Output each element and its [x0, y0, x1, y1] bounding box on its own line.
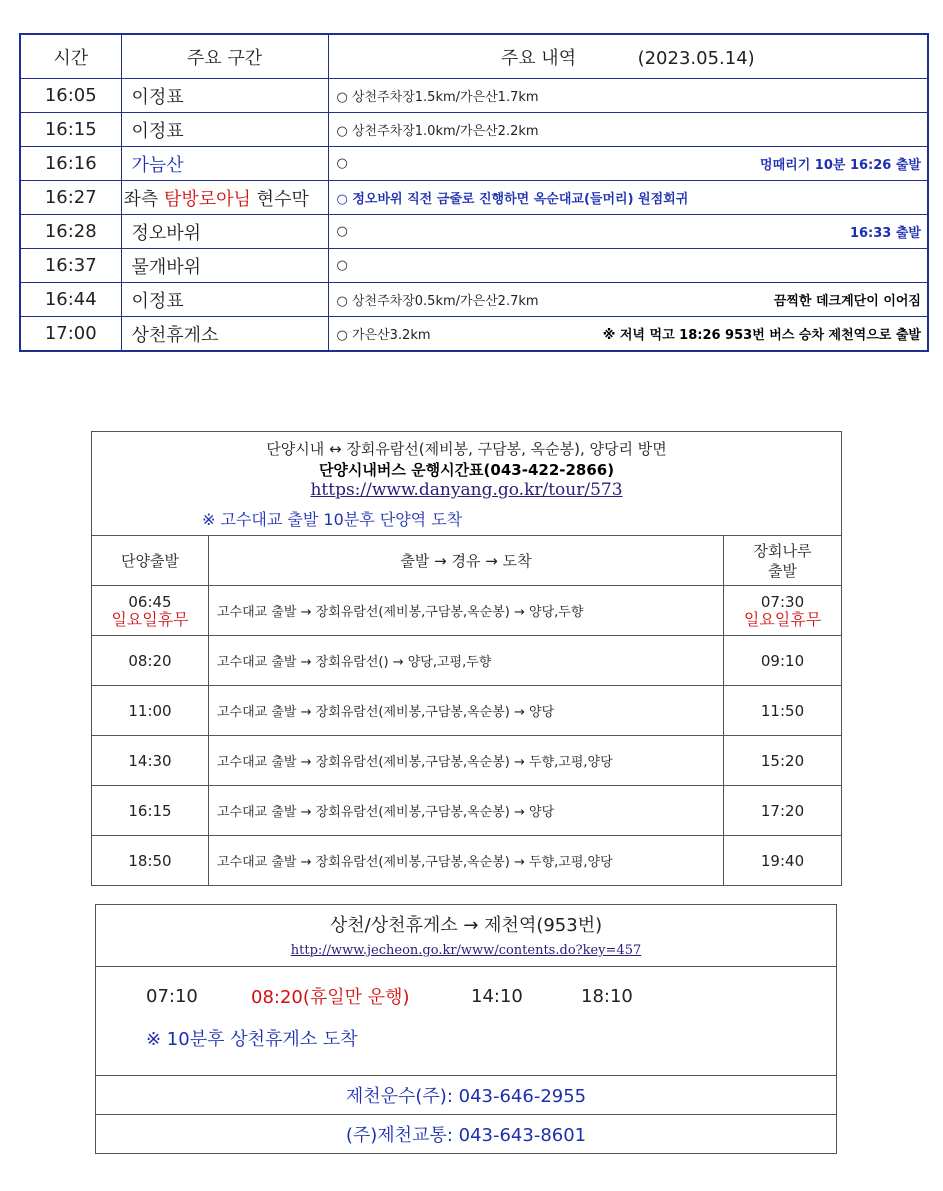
jecheon-title-row	[96, 905, 837, 967]
return-note: 일요일휴무	[743, 609, 822, 629]
depart-time: 18:50	[92, 836, 209, 886]
hiking-schedule-table	[19, 33, 929, 352]
depart-note: 일요일휴무	[111, 609, 189, 629]
header-depart: 단양출발	[92, 536, 209, 586]
header-return: 장회나루 출발	[724, 536, 842, 586]
return-time: 17:20	[724, 786, 842, 836]
danyang-bus-table	[91, 431, 842, 886]
row-time: 16:16	[20, 147, 121, 181]
jecheon-times-cell	[96, 967, 837, 1076]
schedule-header-row	[20, 34, 928, 79]
row-detail	[328, 215, 928, 249]
section-prefix: 좌측	[123, 188, 164, 210]
row-section: 이정표	[121, 79, 328, 113]
contact-jecheon-unsu: 제천운수(주): 043-646-2955	[96, 1076, 837, 1115]
table-row	[20, 113, 928, 147]
header-time: 시간	[20, 34, 121, 79]
detail-text: ○ 상천주차장1.5km/가은산1.7km	[336, 90, 539, 105]
bus-header-row	[92, 536, 842, 586]
jecheon-title-cell	[96, 905, 837, 967]
depart-time: 11:00	[92, 686, 209, 736]
row-detail	[328, 113, 928, 147]
jecheon-bus-box	[95, 904, 837, 1154]
route-cell: 고수대교 출발 → 장회유람선(제비봉,구담봉,옥순봉) → 양당,두향	[209, 586, 724, 636]
detail-note: 끔찍한 데크계단이 이어짐	[773, 294, 921, 309]
jecheon-title: 상천/상천휴게소 → 제천역(953번)	[329, 915, 603, 936]
detail-note: 멍때리기 10분 16:26 출발	[760, 158, 921, 173]
return-cell	[724, 586, 842, 636]
departure-times	[96, 967, 836, 1025]
bus-route-description: 단양시내 ↔ 장회유람선(제비봉, 구담봉, 옥순봉), 양당리 방면	[266, 440, 667, 458]
detail-text: ○ 상천주차장0.5km/가은산2.7km	[336, 294, 539, 309]
table-row	[92, 586, 842, 636]
depart-time: 14:30	[92, 736, 209, 786]
depart-time: 16:15	[92, 786, 209, 836]
table-row	[20, 249, 928, 283]
table-row	[20, 147, 928, 181]
contact-row	[96, 1076, 837, 1115]
header-route: 출발 → 경유 → 도착	[209, 536, 724, 586]
table-row	[20, 79, 928, 113]
section-warning: 탐방로아님	[164, 188, 251, 210]
row-time: 16:27	[20, 181, 121, 215]
row-time: 16:28	[20, 215, 121, 249]
row-section: 상천휴게소	[121, 317, 328, 352]
table-row	[92, 636, 842, 686]
row-detail	[328, 79, 928, 113]
row-detail	[328, 283, 928, 317]
detail-text: ○ 가은산3.2km	[336, 328, 431, 343]
row-section: 물개바위	[121, 249, 328, 283]
departure-time: 18:10	[581, 985, 633, 1007]
return-time: 15:20	[724, 736, 842, 786]
row-detail	[328, 317, 928, 352]
row-time: 16:15	[20, 113, 121, 147]
table-row	[20, 317, 928, 352]
danyang-url-link[interactable]: https://www.danyang.go.kr/tour/573	[310, 480, 623, 500]
table-row	[20, 181, 928, 215]
table-row	[92, 786, 842, 836]
return-time: 09:10	[724, 636, 842, 686]
route-cell: 고수대교 출발 → 장회유람선(제비봉,구담봉,옥순봉) → 양당	[209, 786, 724, 836]
route-cell: 고수대교 출발 → 장회유람선(제비봉,구담봉,옥순봉) → 두향,고평,양당	[209, 836, 724, 886]
table-row	[20, 215, 928, 249]
route-cell: 고수대교 출발 → 장회유람선() → 양당,고평,두향	[209, 636, 724, 686]
table-row	[92, 736, 842, 786]
row-section	[121, 181, 328, 215]
depart-time: 08:20	[92, 636, 209, 686]
row-section: 이정표	[121, 283, 328, 317]
detail-text: ○	[336, 156, 348, 171]
depart-time: 06:45	[128, 592, 172, 611]
detail-note: 16:33 출발	[849, 226, 921, 241]
header-detail	[328, 34, 928, 79]
return-time: 11:50	[724, 686, 842, 736]
departure-time: 14:10	[471, 985, 523, 1007]
row-section: 이정표	[121, 113, 328, 147]
table-row	[92, 836, 842, 886]
header-date: (2023.05.14)	[637, 47, 755, 69]
header-detail-label: 주요 내역	[500, 47, 577, 69]
detail-note: ※ 저녁 먹고 18:26 953번 버스 승차 제천역으로 출발	[602, 328, 921, 343]
departure-time-holiday: 08:20(휴일만 운행)	[251, 987, 410, 1008]
row-section: 가늠산	[121, 147, 328, 181]
detail-text: ○	[336, 258, 348, 273]
bus-notice: ※ 고수대교 출발 10분후 단양역 도착	[202, 510, 463, 529]
row-detail	[328, 249, 928, 283]
jecheon-times-row	[96, 967, 837, 1076]
detail-text: ○ 정오바위 직전 금줄로 진행하면 옥순대교(들머리) 원점회귀	[336, 192, 689, 207]
row-time: 17:00	[20, 317, 121, 352]
route-cell: 고수대교 출발 → 장회유람선(제비봉,구담봉,옥순봉) → 양당	[209, 686, 724, 736]
row-detail	[328, 147, 928, 181]
route-cell: 고수대교 출발 → 장회유람선(제비봉,구담봉,옥순봉) → 두향,고평,양당	[209, 736, 724, 786]
contact-row	[96, 1115, 837, 1154]
depart-cell	[92, 586, 209, 636]
table-row	[20, 283, 928, 317]
row-section: 정오바위	[121, 215, 328, 249]
row-time: 16:37	[20, 249, 121, 283]
bus-info-row	[92, 432, 842, 536]
bus-info-cell	[92, 432, 842, 536]
return-time: 07:30	[760, 592, 805, 611]
arrival-note: ※ 10분후 상천휴게소 도착	[146, 1029, 358, 1050]
contact-jecheon-gyotong: (주)제천교통: 043-643-8601	[96, 1115, 837, 1154]
jecheon-url-link[interactable]: http://www.jecheon.go.kr/www/contents.do?key=457	[290, 943, 642, 958]
header-section: 주요 구간	[121, 34, 328, 79]
departure-time: 07:10	[146, 985, 198, 1007]
table-row	[92, 686, 842, 736]
return-time: 19:40	[724, 836, 842, 886]
detail-text: ○	[336, 224, 348, 239]
section-suffix: 현수막	[250, 188, 309, 210]
bus-timetable-title: 단양시내버스 운행시간표(043-422-2866)	[318, 461, 615, 479]
row-time: 16:05	[20, 79, 121, 113]
row-detail	[328, 181, 928, 215]
row-time: 16:44	[20, 283, 121, 317]
detail-text: ○ 상천주차장1.0km/가은산2.2km	[336, 124, 539, 139]
